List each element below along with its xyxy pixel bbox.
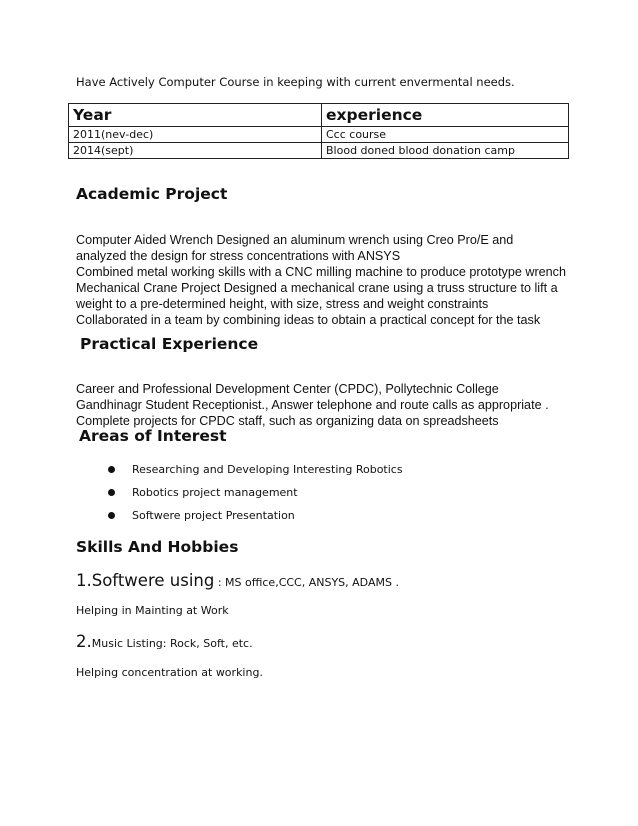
skills-item-2 bbox=[76, 632, 253, 651]
academic-line: Computer Aided Wrench Designed an aluminum wrench using Creo Pro/E and bbox=[76, 233, 514, 247]
skills-item-1-note: Helping in Mainting at Work bbox=[76, 604, 229, 617]
practical-line: Gandhinagr Student Receptionist., Answer telephone and route calls as appropriate . bbox=[76, 398, 549, 412]
skills-item-1 bbox=[76, 571, 399, 590]
experience-table bbox=[68, 103, 569, 159]
table-cell: 2011(nev-dec) bbox=[69, 127, 322, 143]
academic-body bbox=[76, 232, 566, 328]
skills-heading: Skills And Hobbies bbox=[76, 538, 239, 556]
table-header-row bbox=[69, 104, 569, 127]
list-item: Softwere project Presentation bbox=[108, 506, 403, 529]
intro-text: Have Actively Computer Course in keeping with current envermental needs. bbox=[76, 75, 515, 89]
list-item: Researching and Developing Interesting Robotics bbox=[108, 460, 403, 483]
practical-body bbox=[76, 381, 549, 429]
column-header-experience: experience bbox=[322, 104, 569, 127]
interests-heading: Areas of Interest bbox=[79, 427, 227, 445]
skills-item-2-detail: Music Listing: Rock, Soft, etc. bbox=[91, 637, 253, 650]
table-cell: Blood doned blood donation camp bbox=[322, 143, 569, 159]
academic-line: Mechanical Crane Project Designed a mechanical crane using a truss structure to lift a bbox=[76, 281, 558, 295]
skills-item-1-detail: : MS office,CCC, ANSYS, ADAMS . bbox=[214, 576, 399, 589]
table-cell: Ccc course bbox=[322, 127, 569, 143]
table-cell: 2014(sept) bbox=[69, 143, 322, 159]
practical-line: Complete projects for CPDC staff, such as organizing data on spreadsheets bbox=[76, 414, 499, 428]
academic-line: Collaborated in a team by combining ideas to obtain a practical concept for the task bbox=[76, 313, 541, 327]
academic-line: weight to a pre-determined height, with size, stress and weight constraints bbox=[76, 297, 489, 311]
skills-item-1-title: 1.Softwere using bbox=[76, 571, 215, 590]
list-item: Robotics project management bbox=[108, 483, 403, 506]
skills-item-2-note: Helping concentration at working. bbox=[76, 666, 263, 679]
bullet-icon bbox=[108, 489, 115, 496]
interests-list bbox=[108, 460, 403, 529]
skills-item-2-number: 2. bbox=[76, 632, 92, 651]
table-row bbox=[69, 143, 569, 159]
practical-heading: Practical Experience bbox=[80, 335, 259, 353]
academic-line: Combined metal working skills with a CNC milling machine to produce prototype wrench bbox=[76, 265, 566, 279]
academic-heading: Academic Project bbox=[76, 185, 228, 203]
column-header-year: Year bbox=[69, 104, 322, 127]
academic-line: analyzed the design for stress concentrations with ANSYS bbox=[76, 249, 401, 263]
bullet-icon bbox=[108, 512, 115, 519]
bullet-icon bbox=[108, 466, 115, 473]
practical-line: Career and Professional Development Center (CPDC), Pollytechnic College bbox=[76, 382, 499, 396]
table-row bbox=[69, 127, 569, 143]
